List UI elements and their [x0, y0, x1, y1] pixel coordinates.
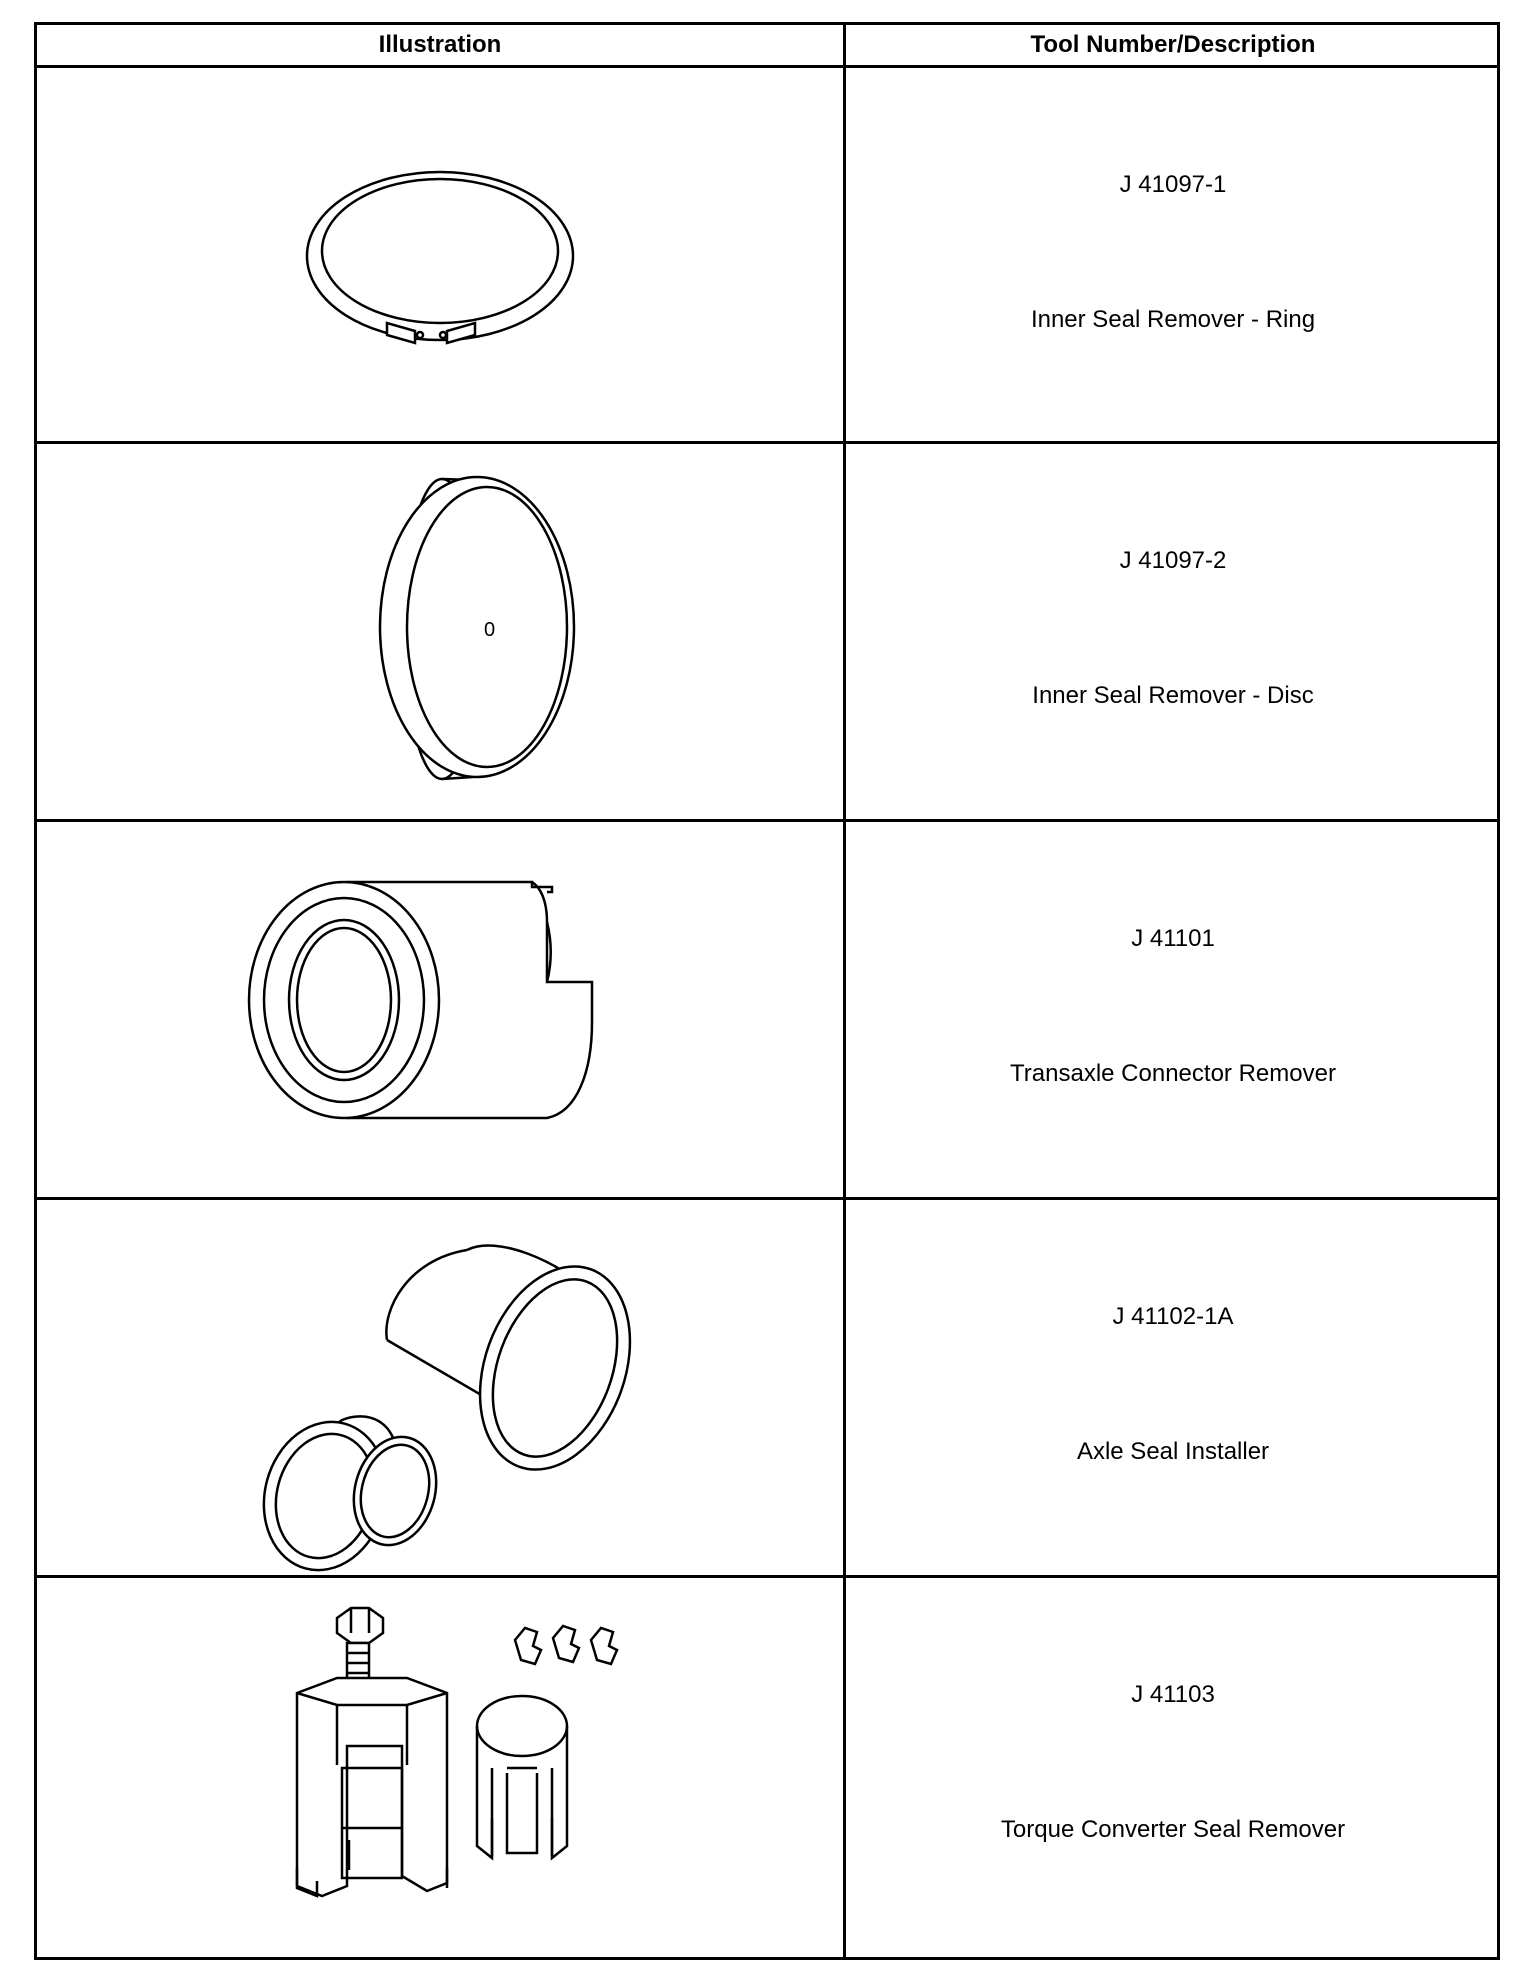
- table-row: [37, 1200, 1497, 1578]
- tool-description: Axle Seal Installer: [1076, 1438, 1270, 1465]
- tool-number: J 41097-1: [1119, 171, 1227, 198]
- illustration-cell: [37, 822, 843, 1197]
- sleeve-icon: [37, 822, 843, 1197]
- description-cell: [846, 822, 1500, 1197]
- illustration-cell: [37, 1578, 843, 1957]
- tool-number: J 41101: [1131, 925, 1215, 952]
- disc-label: 0: [484, 619, 496, 641]
- disc-icon: [37, 444, 843, 819]
- tool-description: Inner Seal Remover - Ring: [1030, 306, 1316, 333]
- description-cell: [846, 444, 1500, 819]
- description-cell: [846, 1200, 1500, 1575]
- header-illustration: Illustration: [378, 31, 502, 58]
- tools-table: [34, 22, 1500, 1960]
- puller-set-icon: [37, 1578, 843, 1957]
- description-cell: [846, 1578, 1500, 1957]
- installer-cups-icon: [37, 1200, 843, 1575]
- header-tool-number: Tool Number/Description: [1030, 31, 1316, 58]
- table-row: [37, 1578, 1497, 1957]
- illustration-cell: [37, 68, 843, 441]
- tool-description: Inner Seal Remover - Disc: [1032, 682, 1314, 709]
- table-row: [37, 822, 1497, 1200]
- tool-description: Torque Converter Seal Remover: [1000, 1816, 1346, 1843]
- snap-ring-icon: [37, 68, 843, 441]
- tool-number: J 41097-2: [1119, 547, 1227, 574]
- tool-description: Transaxle Connector Remover: [1010, 1060, 1336, 1087]
- illustration-cell: [37, 1200, 843, 1575]
- table-header: [37, 25, 1497, 68]
- description-cell: [846, 68, 1500, 441]
- table-row: [37, 444, 1497, 822]
- tool-number: J 41103: [1131, 1681, 1215, 1708]
- table-row: [37, 68, 1497, 444]
- tool-number: J 41102-1A: [1112, 1303, 1234, 1330]
- illustration-cell: [37, 444, 843, 819]
